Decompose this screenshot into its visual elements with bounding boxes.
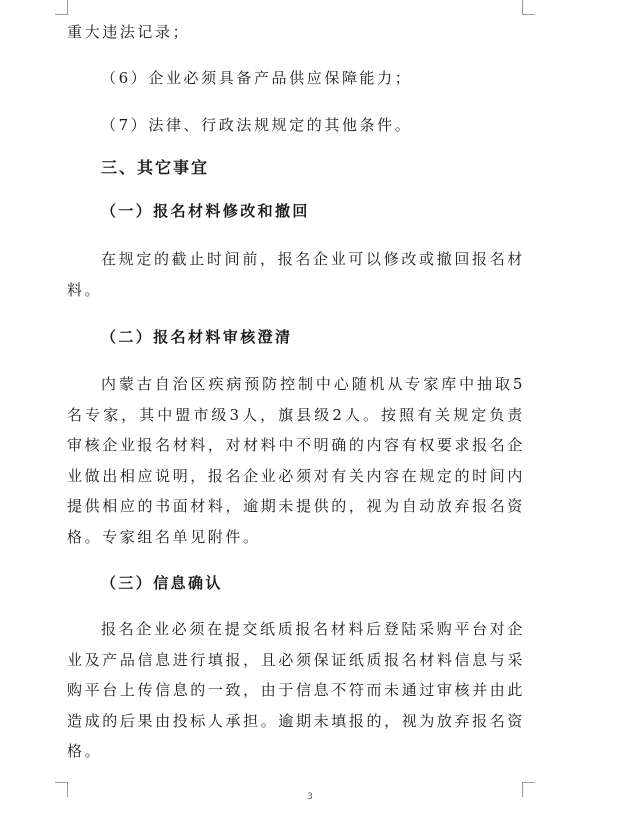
paragraph-review-clarify: 内蒙古自治区疾病预防控制中心随机从专家库中抽取5名专家，其中盟市级3人，旗县级2人。按照有关规定负责审核企业报名材料，对材料中不明确的内容有权要求报名企业做出相应说明，报名企业必须对有关内容在规定的时间内提供相应的书面材料，逾期未提供的，视为自动放弃报名资格。专家组名单见附件。 [67,375,525,546]
text-line-item-7: （7）法律、行政法规规定的其他条件。 [101,116,413,134]
text-line-violation-record: 重大违法记录； [67,23,191,41]
paragraph-modify-withdraw: 在规定的截止时间前，报名企业可以修改或撤回报名材料。 [67,250,525,299]
page-number: 3 [307,792,313,802]
subsection-heading-info-confirm: （三）信息确认 [101,574,223,592]
section-heading-other-matters: 三、其它事宜 [101,158,210,177]
document-body [67,12,525,767]
subsection-heading-review-clarify: （二）报名材料审核澄清 [101,328,293,346]
subsection-heading-modify-withdraw: （一）报名材料修改和撤回 [101,202,310,220]
paragraph-info-confirm: 报名企业必须在提交纸质报名材料后登陆采购平台对企业及产品信息进行填报，且必须保证纸质报名材料信息与采购平台上传信息的一致，由于信息不符而未通过审核并由此造成的后果由投标人承担。逾期未填报的，视为放弃报名资格。 [67,620,525,760]
text-line-item-6: （6）企业必须具备产品供应保障能力； [101,69,413,87]
